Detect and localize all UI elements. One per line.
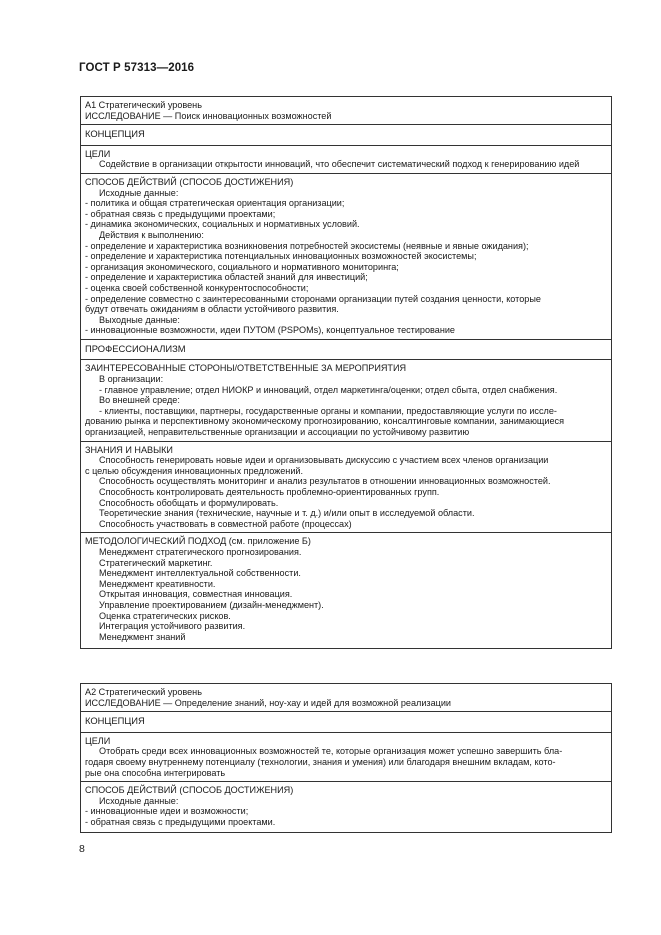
list-item: - организация экономического, социального и нормативного мониторинга;	[85, 261, 399, 272]
a1-inputs-label: Исходные данные:	[99, 187, 179, 198]
page-number: 8	[79, 843, 85, 855]
list-item: - определение и характеристика потенциальных инновационных возможностей экосистемы;	[85, 251, 477, 262]
a2-goals-line: Отобрать среди всех инновационных возможностей те, которые организация может успешно завершить бла-	[99, 746, 563, 757]
table-a1	[80, 96, 612, 649]
list-item: Интеграция устойчивого развития.	[99, 621, 246, 632]
a1-external-label: Во внешней среде:	[99, 395, 180, 406]
a1-outputs-label: Выходные данные:	[99, 314, 180, 325]
a1-methodology-section	[81, 532, 611, 648]
table-a2	[80, 683, 612, 833]
list-item: Способность участвовать в совместной работе (процессах)	[99, 518, 352, 529]
a2-goals-line: рые она способна интегрировать	[85, 767, 226, 778]
list-item: Менеджмент стратегического прогнозирования.	[99, 546, 302, 557]
a1-stakeholders-heading: ЗАИНТЕРЕСОВАННЫЕ СТОРОНЫ/ОТВЕТСТВЕННЫЕ ЗА МЕРОПРИЯТИЯ	[85, 363, 407, 374]
list-item: - определение совместно с заинтересованными сторонами организации путей создания ценности, которые	[85, 293, 541, 304]
list-item-continuation: с целью обсуждения инновационных предложений.	[85, 465, 304, 476]
a1-header-section	[81, 97, 611, 124]
a2-concept-section	[81, 711, 611, 732]
a1-concept: КОНЦЕПЦИЯ	[85, 128, 145, 140]
list-item: - определение и характеристика областей знаний для инвестиций;	[85, 272, 368, 283]
list-item: Менеджмент креативности.	[99, 578, 216, 589]
a1-subtitle: ИССЛЕДОВАНИЕ — Поиск инновационных возможностей	[85, 110, 332, 121]
a1-concept-section	[81, 124, 611, 145]
a1-goals-text: Содействие в организации открытости инноваций, что обеспечит систематический подход к генерированию идей	[99, 159, 580, 170]
a1-methodology-heading: МЕТОДОЛОГИЧЕСКИЙ ПОДХОД (см. приложение Б)	[85, 536, 311, 547]
document-title: ГОСТ Р 57313—2016	[79, 62, 195, 74]
list-item: - обратная связь с предыдущими проектами.	[85, 816, 276, 827]
a1-skills-section	[81, 441, 611, 533]
a1-goals-heading: ЦЕЛИ	[85, 148, 111, 159]
list-item: Менеджмент интеллектуальной собственности.	[99, 568, 301, 579]
list-item: Менеджмент знаний	[99, 631, 186, 642]
list-item: - определение и характеристика возникновения потребностей экосистемы (неявные и явные ожидания);	[85, 240, 529, 251]
list-item: Теоретические знания (технические, научные и т. д.) и/или опыт в исследуемой области.	[99, 508, 475, 519]
a1-stakeholders-section	[81, 359, 611, 440]
list-item: - обратная связь с предыдущими проектами;	[85, 208, 276, 219]
a2-goals-line: годаря своему внутреннему потенциалу (технологии, знания и умения) или благодаря внешним вкладам, кото-	[85, 756, 556, 767]
a1-actions-label: Действия к выполнению:	[99, 229, 204, 240]
a1-method-heading: СПОСОБ ДЕЙСТВИЙ (СПОСОБ ДОСТИЖЕНИЯ)	[85, 176, 294, 187]
list-item: - инновационные идеи и возможности;	[85, 806, 249, 817]
list-item: Способность обобщать и формулировать.	[99, 497, 279, 508]
a2-method-heading: СПОСОБ ДЕЙСТВИЙ (СПОСОБ ДОСТИЖЕНИЯ)	[85, 785, 294, 796]
list-item: Стратегический маркетинг.	[99, 557, 213, 568]
list-item: Управление проектированием (дизайн-менеджмент).	[99, 599, 324, 610]
a1-method-section	[81, 173, 611, 339]
list-item: Способность контролировать деятельность проблемно-ориентированных групп.	[99, 487, 440, 497]
a2-subtitle: ИССЛЕДОВАНИЕ — Определение знаний, ноу-хау и идей для возможной реализации	[85, 697, 452, 708]
list-item: - оценка своей собственной конкурентоспособности;	[85, 282, 309, 293]
list-item: - главное управление; отдел НИОКР и инноваций, отдел маркетинга/оценки; отдел сбыта, отдел снабжения.	[99, 384, 558, 395]
list-item: - клиенты, поставщики, партнеры, государственные органы и компании, предоставляющие услуги по иссле-	[99, 405, 557, 416]
list-item: Способность осуществлять мониторинг и анализ результатов в отношении инновационных возможностей.	[99, 476, 551, 487]
a2-goals-section	[81, 732, 611, 781]
a2-goals-heading: ЦЕЛИ	[85, 735, 111, 746]
a1-professionalism: ПРОФЕССИОНАЛИЗМ	[85, 342, 186, 354]
list-item-continuation: дованию рынка и перспективному экономическому прогнозированию, консалтинговые компании, занимающиеся	[85, 416, 564, 427]
a1-professionalism-section	[81, 339, 611, 360]
a2-inputs-label: Исходные данные:	[99, 795, 179, 806]
a1-skills-heading: ЗНАНИЯ И НАВЫКИ	[85, 444, 173, 455]
a1-goals-section	[81, 145, 611, 173]
list-item-continuation: будут отвечать ожиданиям в области устойчивого развития.	[85, 304, 339, 315]
list-item: - инновационные возможности, идеи ПУТОМ (PSPOMs), концептуальное тестирование	[85, 325, 455, 336]
list-item: Способность генерировать новые идеи и организовывать дискуссию с участием всех членов организации	[99, 455, 549, 466]
list-item: - политика и общая стратегическая ориентация организации;	[85, 198, 345, 209]
a2-concept: КОНЦЕПЦИЯ	[85, 715, 145, 727]
list-item: Открытая инновация, совместная инновация.	[99, 589, 293, 600]
list-item: Оценка стратегических рисков.	[99, 610, 231, 621]
list-item-continuation: организацией, неправительственные организации и ассоциации по устойчивому развитию	[85, 427, 470, 438]
a2-header-section	[81, 684, 611, 711]
a2-level: А2 Стратегический уровень	[85, 687, 202, 697]
a2-method-section	[81, 781, 611, 831]
a1-internal-label: В организации:	[99, 374, 164, 385]
list-item: - динамика экономических, социальных и нормативных условий.	[85, 219, 360, 230]
a1-level: А1 Стратегический уровень	[85, 100, 202, 110]
